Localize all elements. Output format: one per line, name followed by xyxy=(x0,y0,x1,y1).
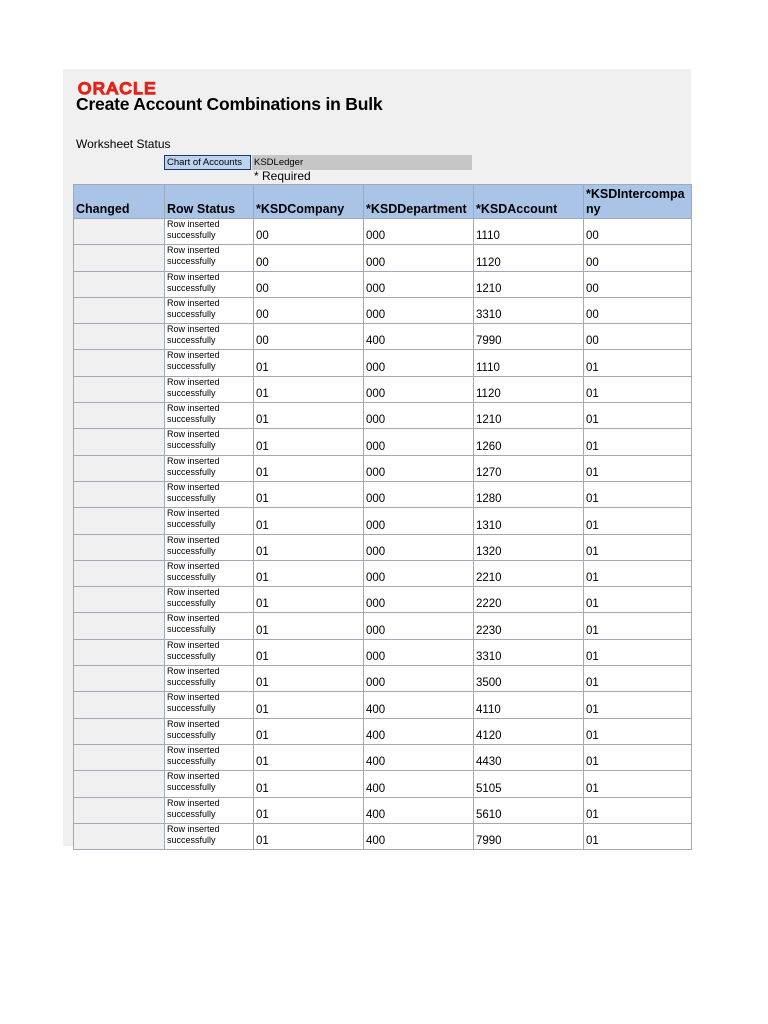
cell-changed[interactable] xyxy=(74,692,165,718)
cell-row-status[interactable]: Row inserted successfully xyxy=(165,297,254,323)
cell-ksd-company[interactable]: 01 xyxy=(254,718,364,744)
cell-ksd-company[interactable]: 00 xyxy=(254,245,364,271)
chart-of-accounts-label: Chart of Accounts xyxy=(164,155,251,170)
cell-ksd-intercompany[interactable]: 01 xyxy=(584,455,692,481)
cell-changed[interactable] xyxy=(74,297,165,323)
cell-ksd-company[interactable]: 01 xyxy=(254,534,364,560)
cell-ksd-account[interactable]: 1110 xyxy=(474,219,584,245)
cell-ksd-department[interactable]: 400 xyxy=(364,718,474,744)
cell-row-status[interactable]: Row inserted successfully xyxy=(165,271,254,297)
cell-ksd-company[interactable]: 01 xyxy=(254,692,364,718)
cell-ksd-account[interactable]: 1280 xyxy=(474,481,584,507)
cell-ksd-intercompany[interactable]: 01 xyxy=(584,508,692,534)
page-title: Create Account Combinations in Bulk xyxy=(76,94,383,114)
cell-ksd-company[interactable]: 01 xyxy=(254,481,364,507)
cell-ksd-company[interactable]: 01 xyxy=(254,508,364,534)
header-changed[interactable]: Changed xyxy=(74,185,165,219)
cell-ksd-department[interactable]: 000 xyxy=(364,219,474,245)
cell-ksd-account[interactable]: 1320 xyxy=(474,534,584,560)
cell-ksd-company[interactable]: 00 xyxy=(254,271,364,297)
cell-ksd-department[interactable]: 000 xyxy=(364,429,474,455)
cell-row-status[interactable]: Row inserted successfully xyxy=(165,718,254,744)
cell-changed[interactable] xyxy=(74,666,165,692)
table-row xyxy=(74,613,692,639)
cell-ksd-company[interactable]: 01 xyxy=(254,797,364,823)
cell-changed[interactable] xyxy=(74,639,165,665)
cell-ksd-company[interactable]: 01 xyxy=(254,350,364,376)
cell-changed[interactable] xyxy=(74,481,165,507)
table-row xyxy=(74,771,692,797)
cell-ksd-department[interactable]: 000 xyxy=(364,481,474,507)
cell-changed[interactable] xyxy=(74,771,165,797)
cell-ksd-department[interactable]: 000 xyxy=(364,455,474,481)
cell-ksd-company[interactable]: 00 xyxy=(254,297,364,323)
cell-changed[interactable] xyxy=(74,245,165,271)
cell-ksd-department[interactable]: 000 xyxy=(364,245,474,271)
cell-ksd-intercompany[interactable]: 00 xyxy=(584,245,692,271)
cell-ksd-company[interactable]: 01 xyxy=(254,376,364,402)
cell-ksd-account[interactable]: 1210 xyxy=(474,403,584,429)
cell-changed[interactable] xyxy=(74,508,165,534)
cell-row-status[interactable]: Row inserted successfully xyxy=(165,508,254,534)
table-row xyxy=(74,639,692,665)
required-note: * Required xyxy=(254,169,311,183)
chart-of-accounts-value[interactable]: KSDLedger xyxy=(252,155,472,170)
cell-ksd-department[interactable]: 400 xyxy=(364,823,474,849)
cell-ksd-account[interactable]: 3310 xyxy=(474,639,584,665)
cell-changed[interactable] xyxy=(74,403,165,429)
cell-ksd-intercompany[interactable]: 01 xyxy=(584,350,692,376)
cell-ksd-company[interactable]: 01 xyxy=(254,403,364,429)
cell-ksd-department[interactable]: 000 xyxy=(364,376,474,402)
cell-ksd-account[interactable]: 2230 xyxy=(474,613,584,639)
cell-ksd-account[interactable]: 4110 xyxy=(474,692,584,718)
cell-changed[interactable] xyxy=(74,534,165,560)
table-row xyxy=(74,297,692,323)
cell-row-status[interactable]: Row inserted successfully xyxy=(165,350,254,376)
cell-ksd-company[interactable]: 01 xyxy=(254,587,364,613)
cell-ksd-intercompany[interactable]: 01 xyxy=(584,666,692,692)
cell-row-status[interactable]: Row inserted successfully xyxy=(165,324,254,350)
cell-row-status[interactable]: Row inserted successfully xyxy=(165,771,254,797)
cell-ksd-company[interactable]: 01 xyxy=(254,823,364,849)
cell-ksd-account[interactable]: 7990 xyxy=(474,324,584,350)
cell-changed[interactable] xyxy=(74,429,165,455)
cell-ksd-account[interactable]: 1120 xyxy=(474,245,584,271)
table-row xyxy=(74,403,692,429)
cell-ksd-department[interactable]: 000 xyxy=(364,639,474,665)
worksheet-status-label: Worksheet Status xyxy=(76,137,171,151)
cell-row-status[interactable]: Row inserted successfully xyxy=(165,639,254,665)
table-row xyxy=(74,744,692,770)
cell-ksd-intercompany[interactable]: 01 xyxy=(584,718,692,744)
cell-row-status[interactable]: Row inserted successfully xyxy=(165,429,254,455)
table-row xyxy=(74,508,692,534)
cell-changed[interactable] xyxy=(74,560,165,586)
cell-ksd-intercompany[interactable]: 01 xyxy=(584,771,692,797)
cell-ksd-account[interactable]: 1260 xyxy=(474,429,584,455)
cell-ksd-department[interactable]: 400 xyxy=(364,744,474,770)
cell-ksd-company[interactable]: 01 xyxy=(254,744,364,770)
cell-ksd-account[interactable]: 3310 xyxy=(474,297,584,323)
cell-changed[interactable] xyxy=(74,587,165,613)
cell-ksd-account[interactable]: 1270 xyxy=(474,455,584,481)
cell-ksd-department[interactable]: 000 xyxy=(364,587,474,613)
cell-row-status[interactable]: Row inserted successfully xyxy=(165,613,254,639)
cell-changed[interactable] xyxy=(74,324,165,350)
header-ksd-account[interactable]: *KSDAccount xyxy=(474,185,584,219)
cell-row-status[interactable]: Row inserted successfully xyxy=(165,587,254,613)
table-row xyxy=(74,271,692,297)
cell-changed[interactable] xyxy=(74,744,165,770)
header-row-status[interactable]: Row Status xyxy=(165,185,254,219)
cell-ksd-department[interactable]: 000 xyxy=(364,508,474,534)
cell-row-status[interactable]: Row inserted successfully xyxy=(165,245,254,271)
cell-ksd-account[interactable]: 4120 xyxy=(474,718,584,744)
table-header-row xyxy=(74,185,692,219)
table-row xyxy=(74,666,692,692)
cell-ksd-department[interactable]: 400 xyxy=(364,324,474,350)
header-ksd-company[interactable]: *KSDCompany xyxy=(254,185,364,219)
cell-ksd-company[interactable]: 01 xyxy=(254,560,364,586)
cell-ksd-company[interactable]: 01 xyxy=(254,613,364,639)
table-row xyxy=(74,560,692,586)
table-row xyxy=(74,797,692,823)
cell-ksd-intercompany[interactable]: 01 xyxy=(584,692,692,718)
cell-ksd-company[interactable]: 00 xyxy=(254,324,364,350)
cell-ksd-department[interactable]: 000 xyxy=(364,613,474,639)
cell-ksd-intercompany[interactable]: 00 xyxy=(584,297,692,323)
cell-ksd-intercompany[interactable]: 00 xyxy=(584,219,692,245)
cell-changed[interactable] xyxy=(74,455,165,481)
cell-ksd-department[interactable]: 000 xyxy=(364,271,474,297)
cell-row-status[interactable]: Row inserted successfully xyxy=(165,455,254,481)
cell-changed[interactable] xyxy=(74,797,165,823)
cell-ksd-department[interactable]: 000 xyxy=(364,666,474,692)
cell-ksd-account[interactable]: 5610 xyxy=(474,797,584,823)
cell-row-status[interactable]: Row inserted successfully xyxy=(165,666,254,692)
cell-changed[interactable] xyxy=(74,376,165,402)
oracle-logo-text: ORACLE xyxy=(78,80,157,96)
cell-ksd-intercompany[interactable]: 01 xyxy=(584,744,692,770)
cell-ksd-company[interactable]: 01 xyxy=(254,429,364,455)
cell-ksd-intercompany[interactable]: 01 xyxy=(584,560,692,586)
cell-ksd-account[interactable]: 1120 xyxy=(474,376,584,402)
cell-ksd-intercompany[interactable]: 01 xyxy=(584,823,692,849)
cell-row-status[interactable]: Row inserted successfully xyxy=(165,560,254,586)
cell-row-status[interactable]: Row inserted successfully xyxy=(165,403,254,429)
cell-ksd-intercompany[interactable]: 01 xyxy=(584,429,692,455)
cell-ksd-intercompany[interactable]: 01 xyxy=(584,587,692,613)
cell-ksd-company[interactable]: 01 xyxy=(254,639,364,665)
header-ksd-department[interactable]: *KSDDepartment xyxy=(364,185,474,219)
account-combinations-table xyxy=(73,184,692,850)
table-row xyxy=(74,219,692,245)
cell-changed[interactable] xyxy=(74,350,165,376)
table-row xyxy=(74,455,692,481)
table-row xyxy=(74,718,692,744)
cell-ksd-intercompany[interactable]: 01 xyxy=(584,481,692,507)
cell-row-status[interactable]: Row inserted successfully xyxy=(165,797,254,823)
cell-ksd-account[interactable]: 7990 xyxy=(474,823,584,849)
table-row xyxy=(74,350,692,376)
cell-changed[interactable] xyxy=(74,271,165,297)
cell-ksd-company[interactable]: 01 xyxy=(254,771,364,797)
table-row xyxy=(74,376,692,402)
table-row xyxy=(74,823,692,849)
cell-ksd-company[interactable]: 01 xyxy=(254,455,364,481)
cell-changed[interactable] xyxy=(74,718,165,744)
cell-ksd-company[interactable]: 00 xyxy=(254,219,364,245)
cell-ksd-intercompany[interactable]: 01 xyxy=(584,376,692,402)
cell-row-status[interactable]: Row inserted successfully xyxy=(165,744,254,770)
table-row xyxy=(74,245,692,271)
cell-ksd-intercompany[interactable]: 00 xyxy=(584,271,692,297)
cell-changed[interactable] xyxy=(74,219,165,245)
cell-ksd-department[interactable]: 000 xyxy=(364,297,474,323)
cell-ksd-intercompany[interactable]: 00 xyxy=(584,324,692,350)
cell-row-status[interactable]: Row inserted successfully xyxy=(165,219,254,245)
table-row xyxy=(74,587,692,613)
cell-changed[interactable] xyxy=(74,823,165,849)
cell-row-status[interactable]: Row inserted successfully xyxy=(165,823,254,849)
cell-ksd-department[interactable]: 400 xyxy=(364,692,474,718)
header-ksd-intercompany[interactable]: *KSDIntercompany xyxy=(584,185,692,219)
cell-ksd-department[interactable]: 000 xyxy=(364,560,474,586)
cell-ksd-intercompany[interactable]: 01 xyxy=(584,403,692,429)
cell-ksd-department[interactable]: 000 xyxy=(364,350,474,376)
cell-ksd-department[interactable]: 400 xyxy=(364,771,474,797)
cell-ksd-intercompany[interactable]: 01 xyxy=(584,639,692,665)
cell-ksd-account[interactable]: 1110 xyxy=(474,350,584,376)
cell-row-status[interactable]: Row inserted successfully xyxy=(165,534,254,560)
cell-row-status[interactable]: Row inserted successfully xyxy=(165,376,254,402)
cell-ksd-account[interactable]: 1310 xyxy=(474,508,584,534)
cell-ksd-intercompany[interactable]: 01 xyxy=(584,613,692,639)
cell-ksd-department[interactable]: 400 xyxy=(364,797,474,823)
table-row xyxy=(74,324,692,350)
cell-ksd-department[interactable]: 000 xyxy=(364,534,474,560)
cell-ksd-account[interactable]: 4430 xyxy=(474,744,584,770)
cell-ksd-account[interactable]: 5105 xyxy=(474,771,584,797)
table-row xyxy=(74,481,692,507)
cell-row-status[interactable]: Row inserted successfully xyxy=(165,481,254,507)
cell-ksd-department[interactable]: 000 xyxy=(364,403,474,429)
cell-ksd-account[interactable]: 3500 xyxy=(474,666,584,692)
cell-changed[interactable] xyxy=(74,613,165,639)
table-row xyxy=(74,692,692,718)
cell-ksd-account[interactable]: 2210 xyxy=(474,560,584,586)
cell-ksd-intercompany[interactable]: 01 xyxy=(584,534,692,560)
cell-ksd-account[interactable]: 2220 xyxy=(474,587,584,613)
table-row xyxy=(74,429,692,455)
cell-ksd-account[interactable]: 1210 xyxy=(474,271,584,297)
cell-ksd-intercompany[interactable]: 01 xyxy=(584,797,692,823)
cell-ksd-company[interactable]: 01 xyxy=(254,666,364,692)
cell-row-status[interactable]: Row inserted successfully xyxy=(165,692,254,718)
table-row xyxy=(74,534,692,560)
